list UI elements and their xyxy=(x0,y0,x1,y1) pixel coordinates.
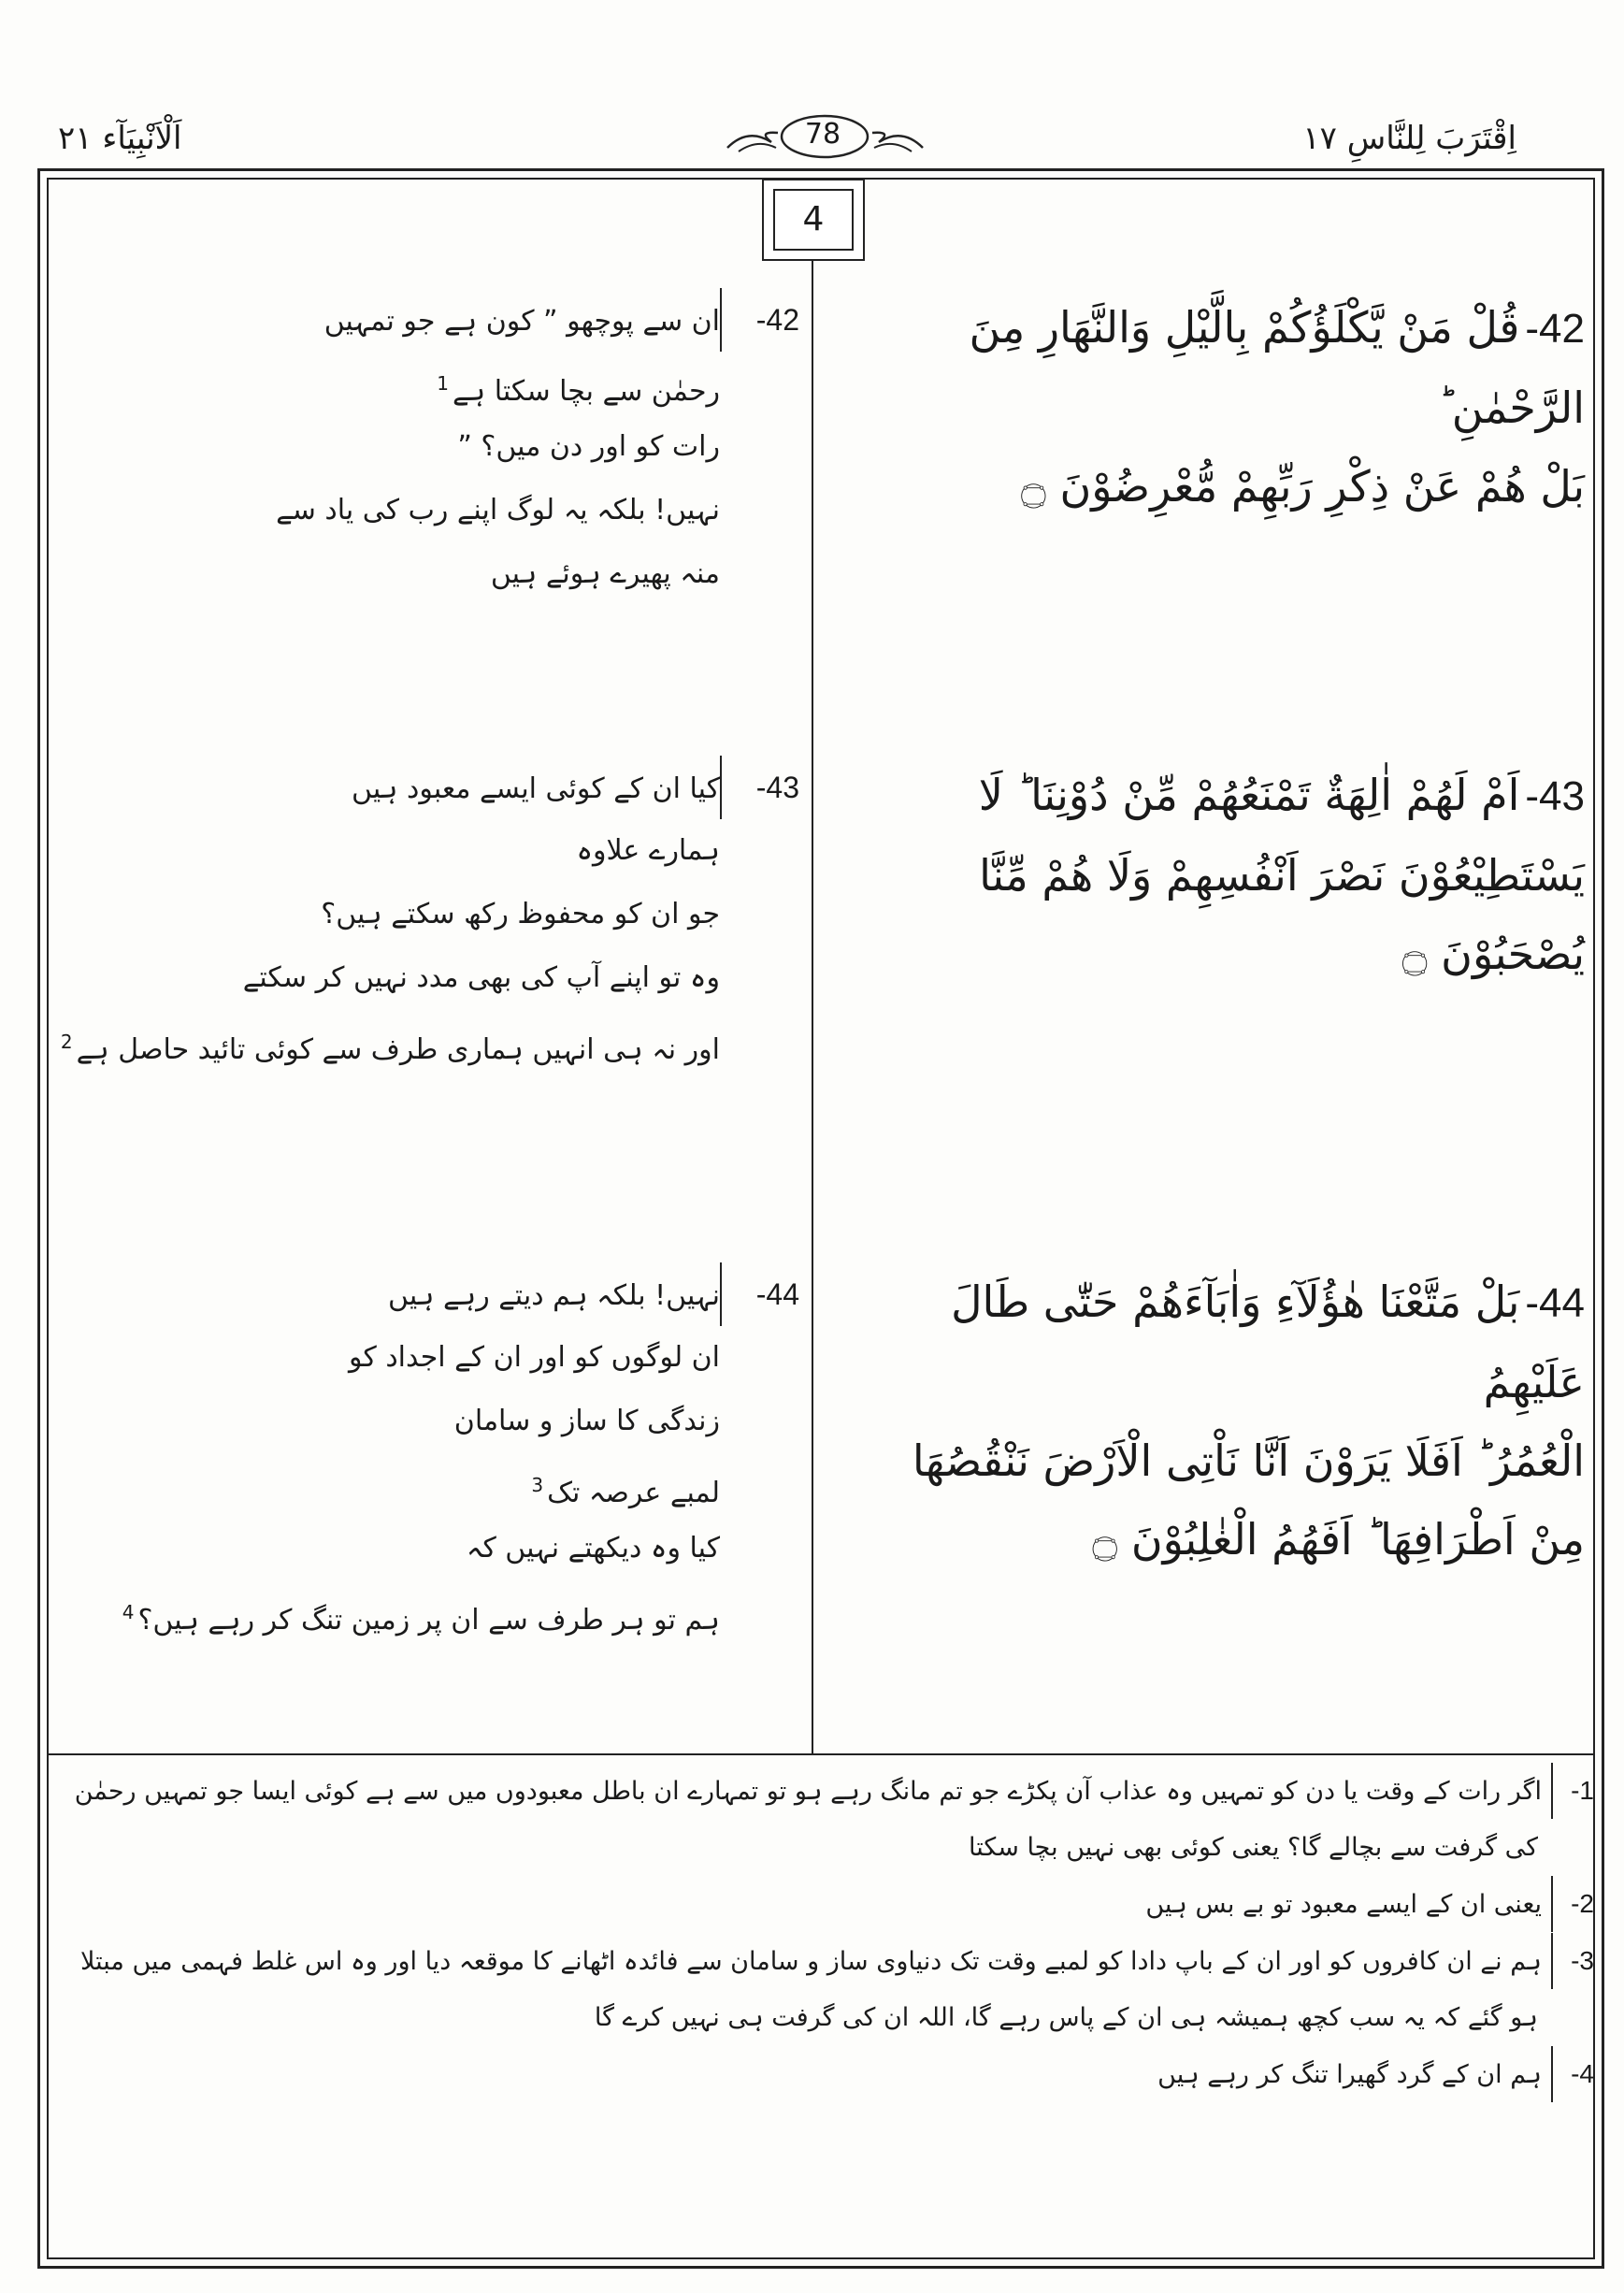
arabic-line: يُصْحَبُوْنَ ۝ xyxy=(1401,929,1585,979)
verse-43-arabic xyxy=(837,756,1585,993)
footnote-mark: 3 xyxy=(531,1474,544,1496)
footnote-number: 2- xyxy=(1551,1876,1594,1932)
urdu-line: لمبے عرصہ تک xyxy=(547,1477,720,1509)
column-divider xyxy=(812,261,813,1753)
urdu-line: ہم تو ہر طرف سے ان پر زمین تنگ کر رہے ہیں؟ xyxy=(137,1604,720,1637)
footnote-text: ہو گئے کہ یہ سب کچھ ہمیشہ ہی ان کے پاس رہے گا، اللہ ان کی گرفت ہی نہیں کرے گا xyxy=(594,2003,1538,2032)
arabic-line: بَلْ مَتَّعْنَا هٰؤُلَآءِ وَاٰبَآءَهُمْ حَتّٰى طَالَ عَلَيْهِمُ xyxy=(951,1276,1585,1407)
footnotes xyxy=(56,1763,1594,2103)
urdu-line: رحمٰن سے بچا سکتا ہے xyxy=(453,375,720,408)
juz-name: اِقْتَرَبَ لِلنَّاسِ ١٧ xyxy=(1302,120,1516,157)
urdu-line: اور نہ ہی انہیں ہماری طرف سے کوئی تائید حاصل ہے xyxy=(76,1033,720,1066)
page-header xyxy=(0,0,1624,178)
urdu-line: جو ان کو محفوظ رکھ سکتے ہیں؟ xyxy=(321,898,720,930)
footnote-text: اگر رات کے وقت یا دن کو تمہیں وہ عذاب آن پکڑے جو تم مانگ رہے ہو تو تمہارے ان باطل معبودوں میں سے ہے کوئی ایسا جو تمہیں رحمٰن xyxy=(74,1777,1542,1806)
urdu-line: ان سے پوچھو ” کون ہے جو تمہیں xyxy=(323,305,720,338)
arabic-line: الْعُمُرُ ؕ اَفَلَا يَرَوْنَ اَنَّا نَاْتِى الْاَرْضَ نَنْقُصُهَا xyxy=(912,1435,1585,1486)
footnote-number: 3- xyxy=(1551,1933,1594,1989)
footnotes-divider xyxy=(47,1753,1595,1755)
arabic-line: مِنْ اَطْرَافِهَا ؕ اَفَهُمُ الْغٰلِبُوْنَ ۝ xyxy=(1092,1514,1585,1565)
urdu-line: زندگی کا ساز و سامان xyxy=(453,1405,720,1437)
arabic-line: اَمْ لَهُمْ اٰلِهَةٌ تَمْنَعُهُمْ مِّنْ دُوْنِنَا ؕ لَا xyxy=(978,770,1520,820)
footnote-number: 1- xyxy=(1551,1763,1594,1819)
footnote-number: 4- xyxy=(1551,2046,1594,2102)
urdu-line: ہمارے علاوہ xyxy=(576,834,720,867)
urdu-line: نہیں! بلکہ ہم دیتے رہے ہیں xyxy=(388,1279,720,1312)
verse-number: 44- xyxy=(1525,1280,1585,1326)
urdu-line: نہیں! بلکہ یہ لوگ اپنے رب کی یاد سے xyxy=(276,494,720,526)
verse-43-urdu xyxy=(60,756,799,1074)
surah-name: اَلْاَنْبِيَآء ٢١ xyxy=(58,120,182,157)
footnote-mark: 4 xyxy=(122,1601,135,1623)
verse-42-urdu xyxy=(108,288,799,606)
verse-42-arabic xyxy=(837,288,1585,526)
footnote-mark: 2 xyxy=(60,1031,73,1053)
verse-number: 42- xyxy=(1525,306,1585,352)
urdu-line: منہ پھیرے ہوئے ہیں xyxy=(490,557,720,590)
urdu-line: رات کو اور دن میں؟ ” xyxy=(457,430,720,463)
footnote-text: یعنی ان کے ایسے معبود تو بے بس ہیں xyxy=(1145,1890,1542,1919)
ruku-box xyxy=(762,179,865,261)
urdu-line: وہ تو اپنے آپ کی بھی مدد نہیں کر سکتے xyxy=(242,961,720,994)
page-number-ornament xyxy=(720,110,930,166)
ruku-number: 4 xyxy=(773,189,854,251)
footnote-text: ہم نے ان کافروں کو اور ان کے باپ دادا کو لمبے وقت تک دنیاوی ساز و سامان سے فائدہ اٹھانے کا موقعہ دیا اور وہ اس غلط فہمی میں مبتلا xyxy=(80,1947,1542,1976)
verse-44-urdu xyxy=(108,1262,799,1644)
verse-number: 44- xyxy=(720,1262,799,1326)
urdu-line: ان لوگوں کو اور ان کے اجداد کو xyxy=(349,1341,720,1374)
verse-number: 43- xyxy=(1525,773,1585,819)
urdu-line: کیا ان کے کوئی ایسے معبود ہیں xyxy=(352,772,720,805)
arabic-line: بَلْ هُمْ عَنْ ذِكْرِ رَبِّهِمْ مُّعْرِضُوْنَ ۝ xyxy=(1020,461,1585,512)
urdu-line: کیا وہ دیکھتے نہیں کہ xyxy=(466,1532,720,1565)
arabic-column xyxy=(823,281,1585,1739)
arabic-line: يَسْتَطِيْعُوْنَ نَصْرَ اَنْفُسِهِمْ وَلَا هُمْ مِّنَّا xyxy=(979,850,1585,901)
footnote-mark: 1 xyxy=(437,372,450,395)
arabic-line: قُلْ مَنْ يَّكْلَؤُكُمْ بِالَّيْلِ وَالنَّهَارِ مِنَ الرَّحْمٰنِ ؕ xyxy=(969,302,1585,433)
verse-44-arabic xyxy=(837,1262,1585,1579)
verse-number: 43- xyxy=(720,756,799,819)
footnote-text: ہم ان کے گرد گھیرا تنگ کر رہے ہیں xyxy=(1157,2060,1542,2089)
page-number: 78 xyxy=(804,118,841,151)
verse-number: 42- xyxy=(720,288,799,352)
urdu-column xyxy=(60,281,799,1739)
footnote-text: کی گرفت سے بچالے گا؟ یعنی کوئی بھی نہیں بچا سکتا xyxy=(968,1833,1538,1862)
